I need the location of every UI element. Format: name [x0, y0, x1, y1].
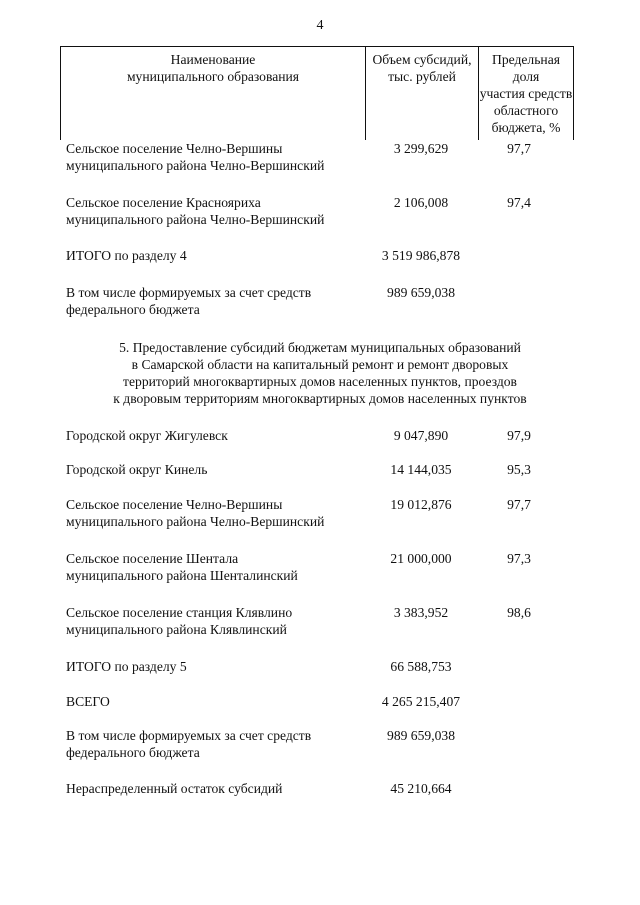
row-name — [66, 247, 366, 264]
page-number: 4 — [316, 18, 324, 33]
row-name-line: муниципального района Шенталинский — [66, 568, 298, 583]
row-name-line: Городской округ Кинель — [66, 462, 208, 477]
row-name-line: Сельское поселение Челно-Вершины — [66, 141, 283, 156]
row-name — [66, 550, 366, 584]
row-name-line: Сельское поселение Челно-Вершины — [66, 497, 283, 512]
header-col-share-line: Предельная — [492, 52, 560, 67]
row-amount: 989 659,038 — [387, 728, 455, 743]
section-title-line: территорий многоквартирных домов населенных пунктов, проездов — [123, 374, 517, 389]
row-name-line: федерального бюджета — [66, 302, 200, 317]
row-name — [66, 140, 366, 174]
row-share: 97,9 — [507, 428, 531, 443]
section-title-line: к дворовым территориям многоквартирных домов населенных пунктов — [113, 391, 527, 406]
row-name — [66, 658, 366, 675]
row-name — [66, 496, 366, 530]
row-amount: 989 659,038 — [387, 285, 455, 300]
row-name-line: муниципального района Челно-Вершинский — [66, 158, 325, 173]
header-col-amount-line: Объем субсидий, — [372, 52, 472, 67]
row-name-line: ИТОГО по разделу 4 — [66, 248, 187, 263]
row-name-line: ИТОГО по разделу 5 — [66, 659, 187, 674]
row-name — [66, 427, 366, 444]
header-col-amount-line: тыс. рублей — [388, 69, 456, 84]
section-title-line: 5. Предоставление субсидий бюджетам муниципальных образований — [119, 340, 521, 355]
row-amount: 4 265 215,407 — [381, 694, 461, 709]
row-amount: 66 588,753 — [390, 659, 452, 674]
header-col-share-line: доля — [512, 69, 540, 84]
row-name-line: муниципального района Клявлинский — [66, 622, 287, 637]
row-amount: 3 383,952 — [393, 605, 449, 620]
row-name-line: муниципального района Челно-Вершинский — [66, 212, 325, 227]
row-name — [66, 194, 366, 228]
row-name-line: В том числе формируемых за счет средств — [66, 285, 312, 300]
row-name-line: Сельское поселение Шентала — [66, 551, 239, 566]
header-top-border — [60, 46, 574, 47]
header-left-border — [60, 46, 61, 140]
row-name-line: ВСЕГО — [66, 694, 110, 709]
header-col-share-line: участия средств — [479, 86, 573, 101]
row-amount: 45 210,664 — [390, 781, 452, 796]
row-share: 97,7 — [507, 497, 531, 512]
row-amount: 19 012,876 — [390, 497, 452, 512]
header-right-border — [573, 46, 574, 140]
header-col-share-line: областного — [493, 103, 559, 118]
header-col-share-line: бюджета, % — [491, 120, 561, 135]
row-name — [66, 780, 366, 797]
row-amount: 14 144,035 — [390, 462, 452, 477]
row-name — [66, 284, 366, 318]
header-col-share — [479, 51, 573, 136]
row-share: 97,7 — [507, 141, 531, 156]
row-name-line: муниципального района Челно-Вершинский — [66, 514, 325, 529]
row-name-line: В том числе формируемых за счет средств — [66, 728, 312, 743]
row-name — [66, 461, 366, 478]
row-share: 98,6 — [507, 605, 531, 620]
row-name-line: Нераспределенный остаток субсидий — [66, 781, 283, 796]
row-name-line: Городской округ Жигулевск — [66, 428, 228, 443]
row-amount: 3 519 986,878 — [381, 248, 461, 263]
header-col-name-line: муниципального образования — [126, 69, 300, 84]
row-amount: 21 000,000 — [390, 551, 452, 566]
header-col-name — [62, 51, 364, 85]
section-5-title — [70, 339, 570, 407]
header-col-amount — [366, 51, 478, 85]
row-name-line: Сельское поселение станция Клявлино — [66, 605, 293, 620]
row-name — [66, 693, 366, 710]
row-share: 97,4 — [507, 195, 531, 210]
header-col-name-line: Наименование — [170, 52, 256, 67]
row-name — [66, 727, 366, 761]
row-amount: 2 106,008 — [393, 195, 449, 210]
row-share: 97,3 — [507, 551, 531, 566]
row-name — [66, 604, 366, 638]
row-name-line: Сельское поселение Краснояриха — [66, 195, 261, 210]
row-share: 95,3 — [507, 462, 531, 477]
row-amount: 3 299,629 — [393, 141, 449, 156]
row-name-line: федерального бюджета — [66, 745, 200, 760]
row-amount: 9 047,890 — [393, 428, 449, 443]
section-title-line: в Самарской области на капитальный ремонт и ремонт дворовых — [131, 357, 509, 372]
